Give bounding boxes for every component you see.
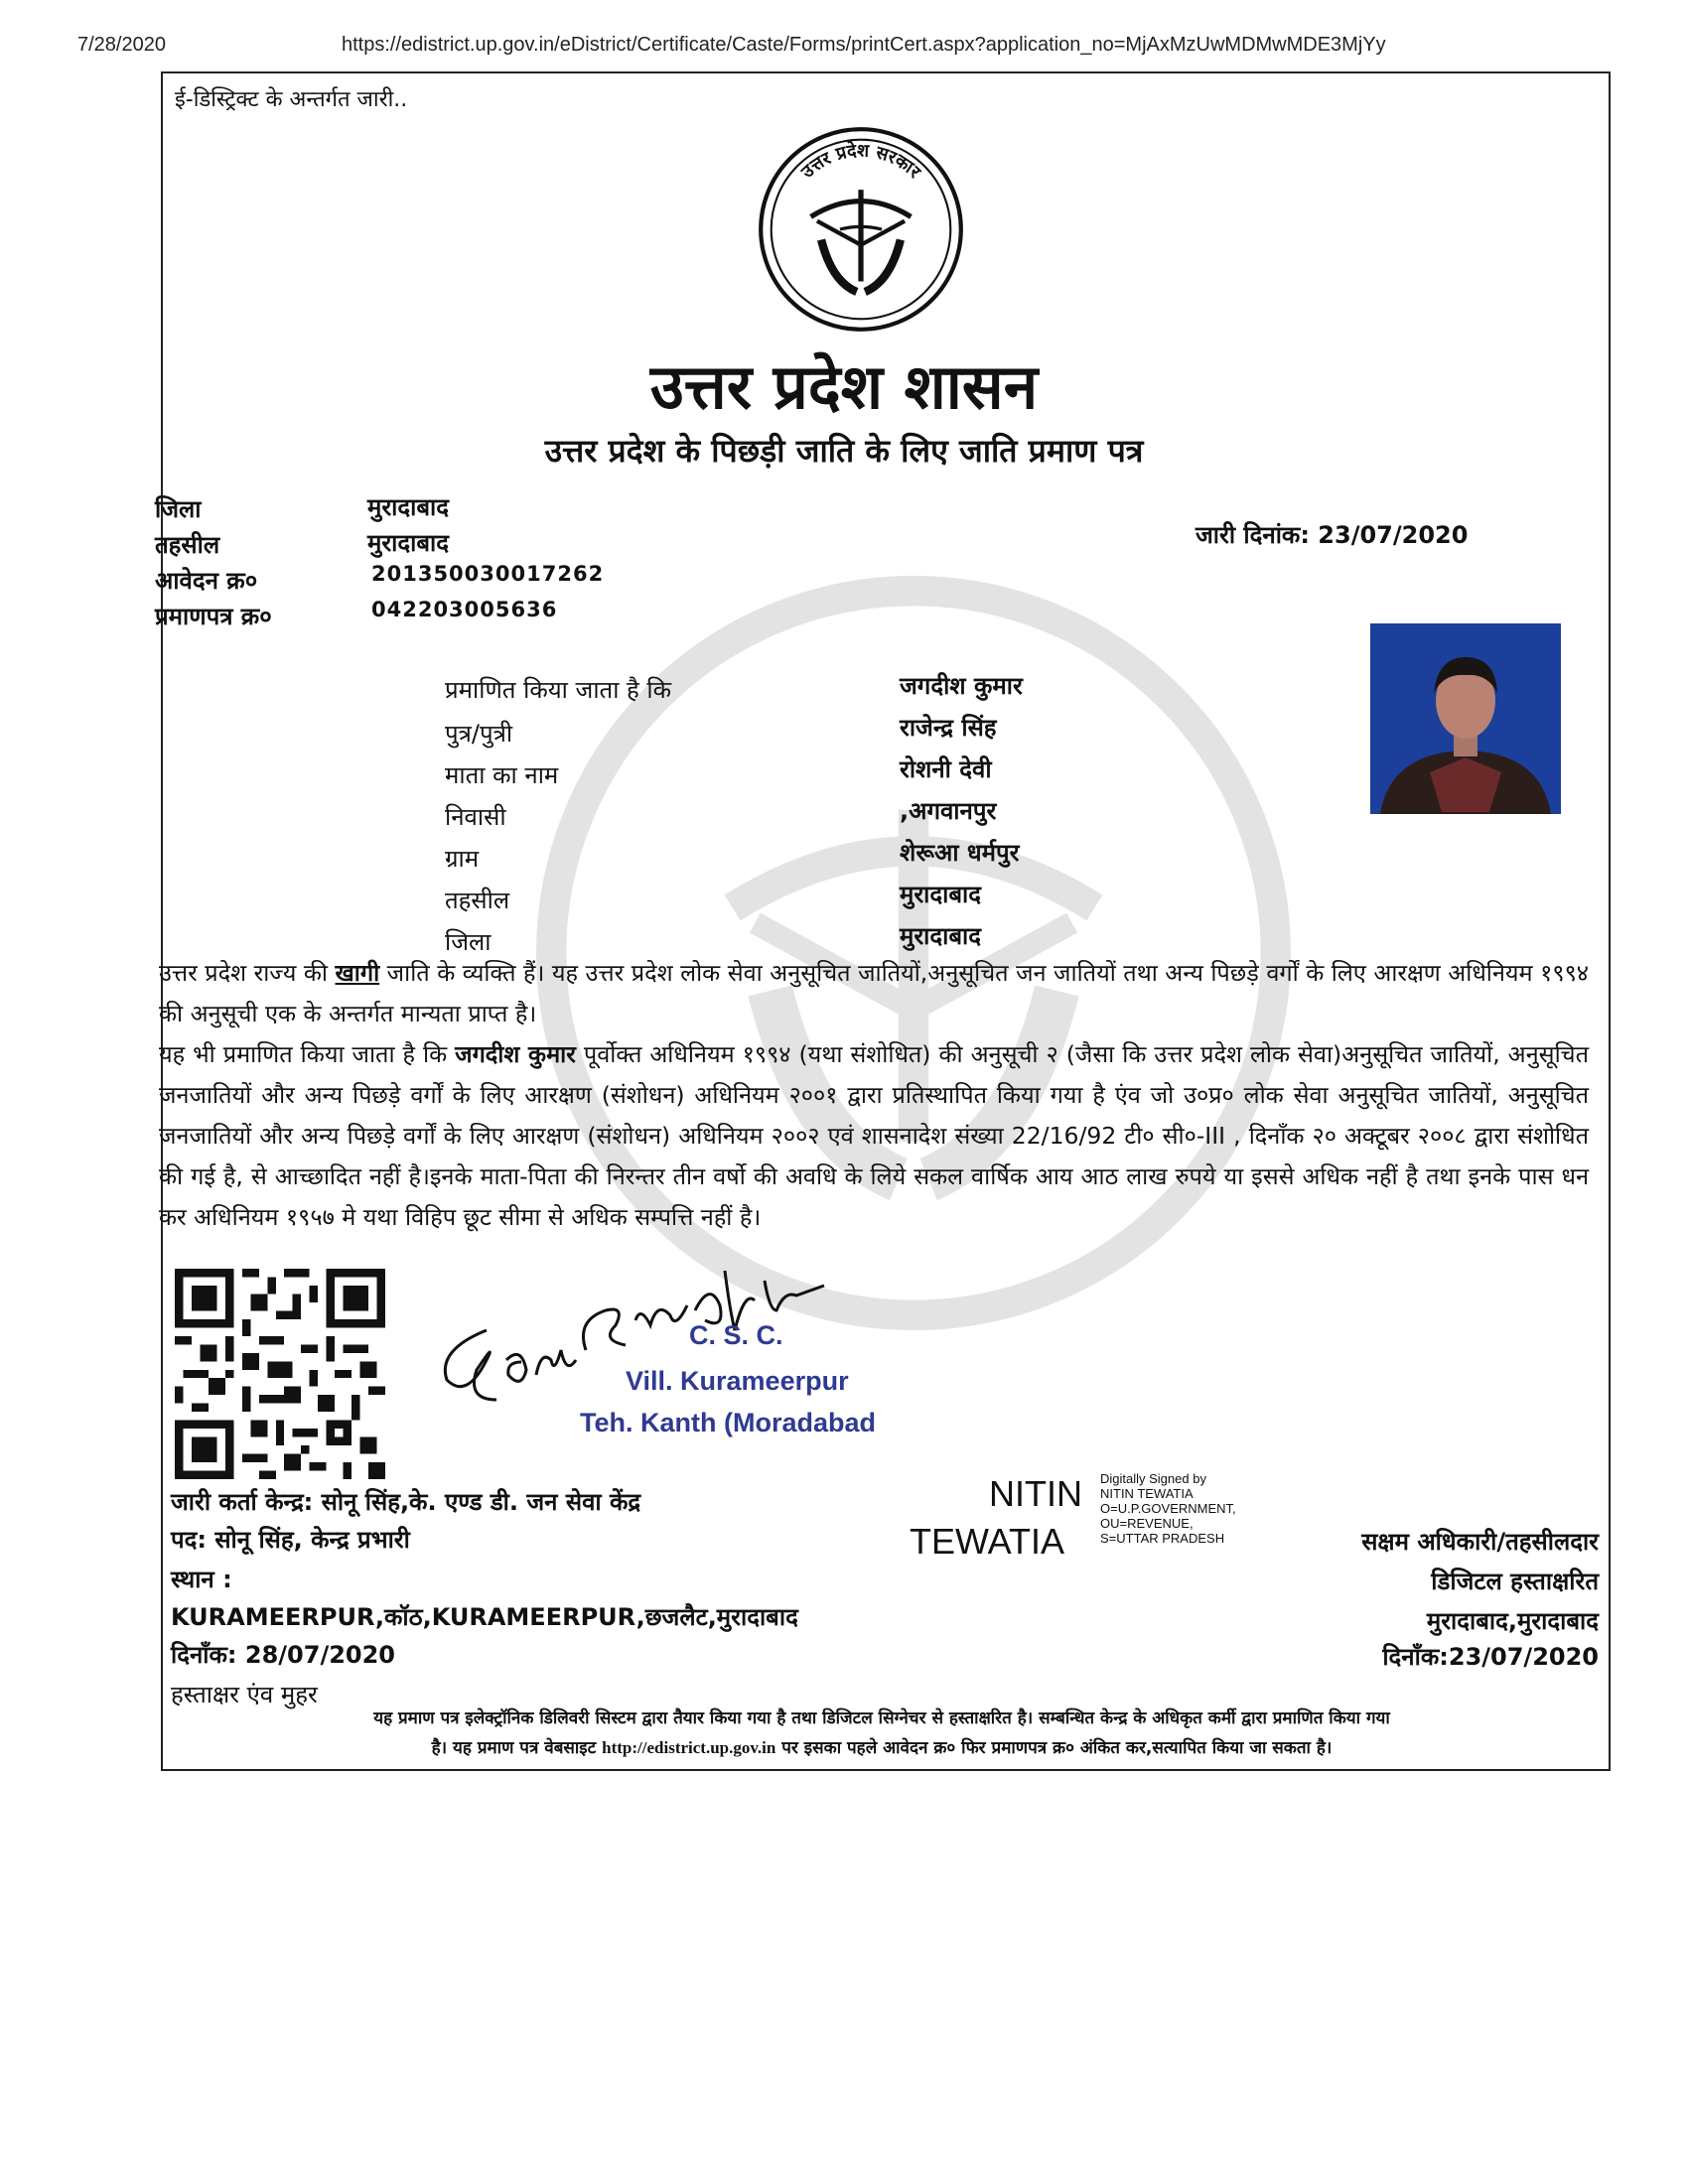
certificate-number-value: 042203005636 — [371, 598, 558, 621]
issued-under-text: ई-डिस्ट्रिक्ट के अन्तर्गत जारी.. — [175, 87, 408, 112]
government-title: उत्तर प्रदेश शासन — [649, 350, 1039, 423]
person-district-label: जिला — [445, 928, 492, 956]
caste-paragraph — [159, 953, 1589, 1034]
digital-signature-details — [1100, 1471, 1236, 1546]
issuer-place: KURAMEERPUR,कॉठ,KURAMEERPUR,छजलैट,मुरादाबाद — [171, 1603, 798, 1631]
authority-place: मुरादाबाद,मुरादाबाद — [1426, 1607, 1599, 1635]
creamy-layer-paragraph — [159, 1034, 1589, 1238]
csc-stamp-line3: Teh. Kanth (Moradabad — [580, 1408, 877, 1437]
mother-name: रोशनी देवी — [900, 755, 992, 783]
resident-label: निवासी — [445, 803, 506, 831]
footer-line2-end: पर इसका पहले आवेदन क्र० फिर प्रमाणपत्र क्र० अंकित कर,सत्यापित किया जा सकता है। — [775, 1738, 1333, 1758]
issuer-place-label: स्थान : — [171, 1566, 232, 1593]
digital-signer-name-last: TEWATIA — [910, 1521, 1064, 1562]
caste-paragraph-start: उत्तर प्रदेश राज्य की — [159, 959, 336, 987]
village-value: शेरूआ धर्मपुर — [900, 839, 1020, 867]
mother-label: माता का नाम — [445, 761, 559, 789]
authority-date: दिनाँक:23/07/2020 — [1382, 1643, 1599, 1671]
csc-stamp-line1: C. S. C. — [689, 1320, 783, 1350]
paragraph-applicant-name: जगदीश कुमार — [455, 1040, 576, 1068]
person-district-value: मुरादाबाद — [900, 922, 982, 950]
issuer-post: पद: सोनू सिंह, केन्द्र प्रभारी — [171, 1526, 410, 1554]
certificate-number-label: प्रमाणपत्र क्र० — [155, 603, 272, 630]
father-name: राजेन्द्र सिंह — [900, 714, 997, 742]
authority-digital-signed: डिजिटल हस्ताक्षरित — [1431, 1568, 1599, 1595]
person-tehsil-value: मुरादाबाद — [900, 881, 982, 908]
issuing-center: जारी कर्ता केन्द्र: सोनू सिंह,के. एण्ड डी. जन सेवा केंद्र — [171, 1488, 641, 1516]
caste-name: खागी — [335, 959, 380, 987]
applicant-name: जगदीश कुमार — [900, 672, 1023, 700]
csc-stamp-line2: Vill. Kurameerpur — [626, 1366, 849, 1396]
village-label: ग्राम — [445, 845, 480, 873]
qr-code — [175, 1269, 385, 1479]
person-tehsil-label: तहसील — [445, 887, 510, 914]
application-number-label: आवेदन क्र० — [155, 567, 258, 595]
authority-title: सक्षम अधिकारी/तहसीलदार — [1361, 1528, 1599, 1556]
certificate-subtitle: उत्तर प्रदेश के पिछड़ी जाति के लिए जाति प्रमाण पत्र — [544, 432, 1144, 470]
digital-signer-name-first: NITIN — [989, 1473, 1082, 1514]
tehsil-label: तहसील — [155, 531, 220, 559]
applicant-photo — [1370, 623, 1561, 814]
handwritten-signature — [427, 1251, 864, 1430]
issue-date: जारी दिनांक: 23/07/2020 — [1196, 521, 1469, 549]
resident-value: ,अगवानपुर — [900, 797, 997, 825]
footer-disclaimer-line1: यह प्रमाण पत्र इलेक्ट्रॉनिक डिलिवरी सिस्टम द्वारा तैयार किया गया है तथा डिजिटल सिग्नेचर से हस्ताक्षरित है। सम्बन्धित केन्द्र के अधिकृत कर्मी द्वारा प्रमाणित किया गया — [373, 1708, 1390, 1728]
issuer-date: दिनाँक: 28/07/2020 — [171, 1641, 396, 1669]
certified-label: प्रमाणित किया जाता है कि — [445, 676, 672, 704]
footer-disclaimer-line2 — [167, 1733, 1597, 1763]
footer-url-link[interactable]: http://edistrict.up.gov.in — [602, 1738, 776, 1757]
application-number-value: 201350030017262 — [371, 562, 605, 586]
digital-signature-line3: O=U.P.GOVERNMENT, — [1100, 1501, 1236, 1516]
sign-and-seal-label: हस्ताक्षर एंव मुहर — [171, 1681, 318, 1708]
print-date: 7/28/2020 — [77, 34, 166, 56]
print-url: https://edistrict.up.gov.in/eDistrict/Certificate/Caste/Forms/printCert.aspx?application_no=MjAxMzUwMDMwMDE3MjYy — [342, 34, 1386, 56]
district-label: जिला — [155, 495, 202, 523]
caste-paragraph-rest: जाति के व्यक्ति हैं। यह उत्तर प्रदेश लोक सेवा अनुसूचित जातियों,अनुसूचित जन जातियों तथा अन्य पिछड़े वर्गों के लिए आरक्षण अधिनियम १९९४ की अनुसूची एक के अन्तर्गत मान्यता प्राप्त है। — [159, 959, 1590, 1027]
svg-text:उत्तर प्रदेश सरकार: उत्तर प्रदेश सरकार — [796, 140, 925, 183]
digital-signature-line5: S=UTTAR PRADESH — [1100, 1531, 1225, 1546]
tehsil-value: मुरादाबाद — [367, 529, 450, 557]
creamy-layer-start: यह भी प्रमाणित किया जाता है कि — [159, 1040, 456, 1068]
creamy-layer-rest: पूर्वोक्त अधिनियम १९९४ (यथा संशोधित) की अनुसूची २ (जैसा कि उत्तर प्रदेश लोक सेवा)अनुसूचित जातियों, अनुसूचित जनजातियों और अन्य पिछड़े वर्गों के लिए आरक्षण (संशोधन) अधिनियम २००१ द्वारा प्रतिस्थापित किया गया है एंव जो उ०प्र० लोक सेवा अनुसूचित जातियों, अनुसूचित जनजातियों और अन्य पिछड़े वर्गों के लिए आरक्षण (संशोधन) अधिनियम २००२ एवं शासनादेश संख्या 22/16/92 टी० सी०-III , दिनाँक २० अक्टूबर २००८ द्वारा संशोधित की गई है, से आच्छादित नहीं है।इनके माता-पिता की निरन्तर तीन वर्षो की अवधि के लिये सकल वार्षिक आय आठ लाख रुपये या इससे अधिक नहीं है तथा इनके पास धन कर अधिनियम १९५७ मे यथा विहिप छूट सीमा से अधिक सम्पत्ति नहीं है। — [159, 1040, 1589, 1231]
district-value: मुरादाबाद — [367, 493, 450, 521]
digital-signature-line1: Digitally Signed by — [1100, 1471, 1206, 1486]
son-daughter-label: पुत्र/पुत्री — [445, 720, 513, 748]
footer-line2-start: है। यह प्रमाण पत्र वेबसाइट — [431, 1738, 603, 1758]
digital-signature-line4: OU=REVENUE, — [1100, 1516, 1194, 1531]
digital-signature-line2: NITIN TEWATIA — [1100, 1486, 1194, 1501]
up-govt-seal-emblem — [757, 125, 965, 334]
